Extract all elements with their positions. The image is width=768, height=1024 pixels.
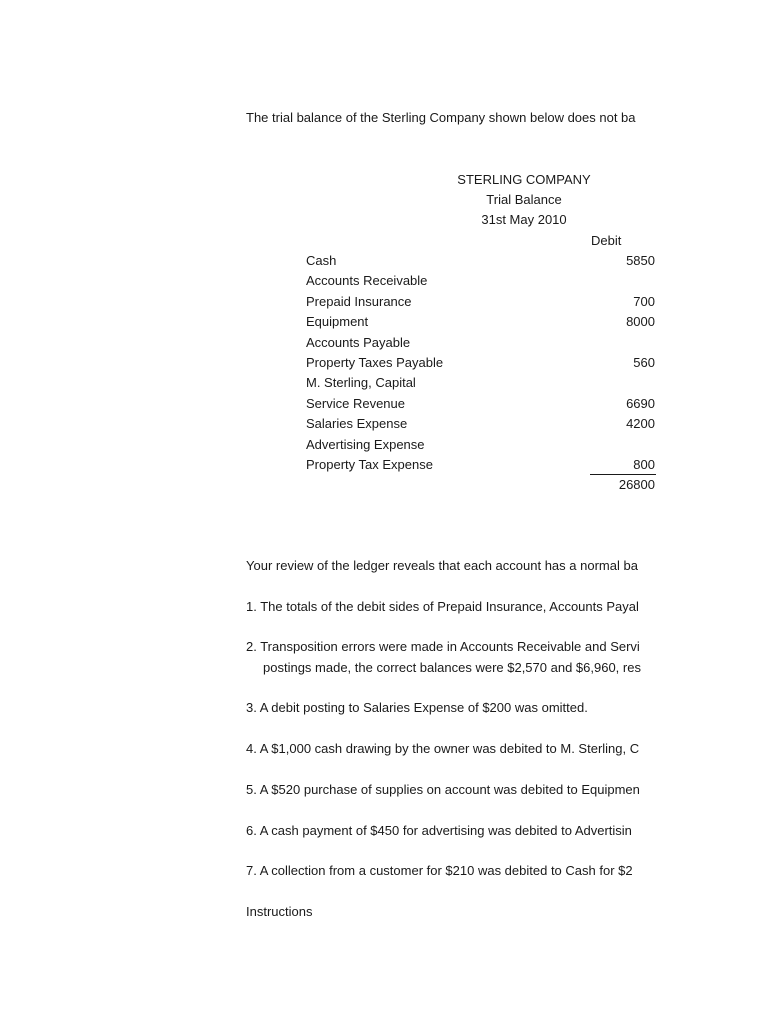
account-debit: 700 <box>633 294 655 309</box>
error-item: 2. Transposition errors were made in Accounts Receivable and Servi <box>246 639 640 654</box>
statement-title: Trial Balance <box>486 192 562 207</box>
total-rule <box>590 474 656 475</box>
error-item: 1. The totals of the debit sides of Prepaid Insurance, Accounts Payal <box>246 599 639 614</box>
account-name: Prepaid Insurance <box>306 294 412 309</box>
account-debit: 4200 <box>626 416 655 431</box>
total-debit: 26800 <box>618 477 655 492</box>
error-item: 4. A $1,000 cash drawing by the owner was debited to M. Sterling, C <box>246 741 640 756</box>
account-debit: 8000 <box>626 314 655 329</box>
instructions-heading: Instructions <box>246 904 313 919</box>
account-name: Equipment <box>306 314 369 329</box>
account-name: Service Revenue <box>306 396 405 411</box>
account-name: Advertising Expense <box>306 437 425 452</box>
account-name: Property Tax Expense <box>306 457 433 472</box>
account-name: Property Taxes Payable <box>306 355 444 370</box>
account-debit: 560 <box>633 355 655 370</box>
account-debit: 800 <box>633 457 655 472</box>
account-debit: 5850 <box>626 253 655 268</box>
account-name: Accounts Payable <box>306 335 411 350</box>
company-name: STERLING COMPANY <box>457 172 591 187</box>
error-item: 5. A $520 purchase of supplies on account was debited to Equipmen <box>246 782 640 797</box>
error-item: 3. A debit posting to Salaries Expense of $200 was omitted. <box>246 700 588 715</box>
debit-column-header: Debit <box>591 233 622 248</box>
account-debit: 6690 <box>626 396 655 411</box>
error-item-continuation: postings made, the correct balances were $2,570 and $6,960, res <box>263 660 641 675</box>
account-name: Cash <box>306 253 337 268</box>
intro-paragraph: The trial balance of the Sterling Company shown below does not ba <box>246 110 636 125</box>
error-item: 6. A cash payment of $450 for advertising was debited to Advertisin <box>246 823 632 838</box>
account-name: Accounts Receivable <box>306 273 428 288</box>
error-item: 7. A collection from a customer for $210 was debited to Cash for $2 <box>246 863 633 878</box>
account-name: M. Sterling, Capital <box>306 375 416 390</box>
statement-date: 31st May 2010 <box>481 212 567 227</box>
review-paragraph: Your review of the ledger reveals that each account has a normal ba <box>246 558 638 573</box>
account-name: Salaries Expense <box>306 416 408 431</box>
